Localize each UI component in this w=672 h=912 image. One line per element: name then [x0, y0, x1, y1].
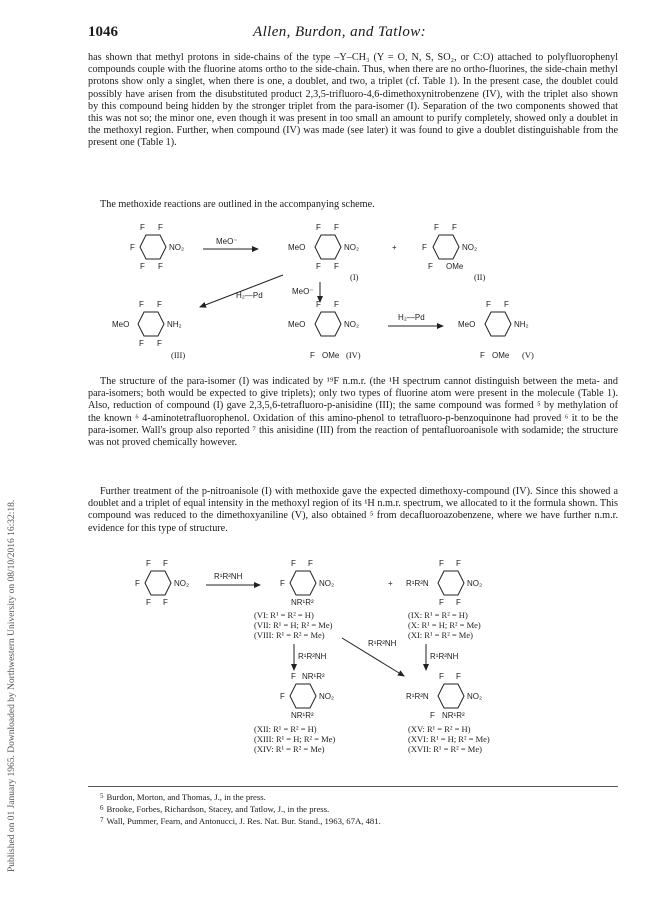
methoxide-scheme [88, 212, 618, 372]
reagent-methoxide: MeO⁻ [292, 287, 314, 296]
atom-ome: OMe [446, 262, 464, 271]
caption-xvii: (XVII: R¹ = R² = Me) [408, 744, 482, 754]
atom-no2: NO₂ [319, 579, 335, 588]
atom-f: F [163, 598, 168, 607]
footnotes [88, 786, 618, 827]
compound-label: (II) [474, 272, 486, 282]
atom-f: F [439, 559, 444, 568]
footnote [100, 815, 618, 827]
download-watermark [3, 40, 17, 872]
reagent-amine: R¹R²NH [214, 572, 243, 581]
atom-no2: NO₂ [462, 243, 478, 252]
atom-f: F [291, 559, 296, 568]
atom-f: F [456, 672, 461, 681]
atom-f: F [310, 351, 315, 360]
atom-meo: MeO [112, 320, 130, 329]
caption-x: (X: R¹ = H; R² = Me) [408, 620, 481, 630]
atom-f: F [439, 672, 444, 681]
atom-ome: OMe [322, 351, 340, 360]
atom-f: F [308, 559, 313, 568]
compound-label: (III) [171, 350, 186, 360]
atom-nr1r2: NR¹R² [302, 672, 325, 681]
footnote-mark: 7 [100, 816, 104, 824]
footnote-text: Burdon, Morton, and Thomas, J., in the press. [106, 792, 266, 802]
atom-f: F [139, 300, 144, 309]
caption-vi: (VI: R¹ = R² = H) [254, 610, 314, 620]
atom-f: F [456, 559, 461, 568]
atom-f: F [486, 300, 491, 309]
atom-f: F [280, 579, 285, 588]
atom-no2: NO₂ [174, 579, 190, 588]
atom-f: F [439, 598, 444, 607]
caption-xiii: (XIII: R¹ = H; R² = Me) [254, 734, 336, 744]
footnote-text: Brooke, Forbes, Richardson, Stacey, and Tatlow, J., in the press. [106, 804, 330, 814]
atom-f: F [140, 262, 145, 271]
atom-f: F [334, 300, 339, 309]
caption-xvi: (XVI: R¹ = H; R² = Me) [408, 734, 490, 744]
atom-nr1r2: NR¹R² [291, 598, 314, 607]
compound-label: (IV) [346, 350, 361, 360]
atom-no2: NO₂ [467, 579, 483, 588]
page-number: 1046 [88, 24, 118, 40]
atom-nr1r2: NR¹R² [291, 711, 314, 720]
reagent-amine: R¹R²NH [368, 639, 397, 648]
footnote [100, 791, 618, 803]
paragraph-4: Further treatment of the p-nitroanisole (I) with methoxide gave the expected dimethoxy-compound (IV). Since this showed a doublet and a triplet of equal intensity in the methoxyl region of its ¹H n.m.r. spectrum, we allocated to it the formula shown. This compound was reduced to the dimethoxyaniline (V), also obtained ⁵ from decafluoroazobenzene, where we have further n.m.r. evidence for this type of structure. [88, 486, 618, 534]
atom-f: F [139, 339, 144, 348]
running-title: Allen, Burdon, and Tatlow: [253, 24, 427, 40]
caption-xiv: (XIV: R¹ = R² = Me) [254, 744, 325, 754]
plus-sign: + [392, 243, 397, 252]
atom-f: F [422, 243, 427, 252]
atom-no2: NO₂ [319, 692, 335, 701]
watermark-text: Published on 01 January 1965. Downloaded by Northwestern University on 08/10/2016 16:32:18. [7, 499, 17, 872]
atom-f: F [146, 598, 151, 607]
page-header [88, 24, 616, 46]
atom-ome: OMe [492, 351, 510, 360]
caption-xv: (XV: R¹ = R² = H) [408, 724, 471, 734]
amination-scheme [88, 548, 618, 780]
atom-f: F [280, 692, 285, 701]
atom-f: F [316, 300, 321, 309]
reagent-hydrogenation: H₂—Pd [398, 313, 425, 322]
atom-no2: NO₂ [169, 243, 185, 252]
footnote-mark: 6 [100, 804, 104, 812]
plus-sign: + [388, 579, 393, 588]
paragraph-3: The structure of the para-isomer (I) was indicated by ¹⁹F n.m.r. (the ¹H spectrum cannot distinguish between the meta- and para-isomers; both would be expected to give triplets); only two types of fluorine atom were present in the molecule (Table 1). Also, reduction of compound (I) gave 2,3,5,6-tetrafluoro-p-anisidine (III); the same compound was formed ⁵ by methylation of the known ⁶ 4-aminotetrafluorophenol. Oxidation of this amino-phenol to tetrafluoro-p-benzoquinone had proved ⁶ it to be the para-isomer. Wall's group also reported ⁷ this anisidine (III) from the reaction of pentafluoroanisole with sodamide; the structure was not proved chemically however. [88, 376, 618, 449]
caption-xi: (XI: R¹ = R² = Me) [408, 630, 473, 640]
atom-f: F [456, 598, 461, 607]
caption-vii: (VII: R¹ = H; R² = Me) [254, 620, 333, 630]
atom-f: F [434, 223, 439, 232]
atom-f: F [334, 262, 339, 271]
atom-nh2: NH₂ [167, 320, 182, 329]
atom-r1r2n: R¹R²N [406, 692, 429, 701]
paragraph-1: has shown that methyl protons in side-chains of the type –Y–CH₃ (Y = O, N, S, SO₂, or C:O) attached to polyfluorophenyl compounds couple with the fluorine atoms ortho to the side-chain. Thus, when there are no ortho-fluorines, the side-chain methyl protons show only a singlet, when there is one, a doublet, and two, a triplet (cf. Table 1). In the present case, the doublet could possibly have arisen from the disubstituted product 2,3,5-trifluoro-4,6-dimethoxynitrobenzene (IV), with the triplet also shown by this compound being hidden by the stronger triplet from the para-isomer (I). Separation of the two components showed that this was not so; the minor one, even though it was present in too small an amount to purify completely, showed only a doublet in the methoxyl region. Further, when compound (IV) was made (see later) it was found to give a doublet distinguishable from the present one (Table 1). [88, 52, 618, 149]
compound-label: (I) [350, 272, 359, 282]
atom-meo: MeO [458, 320, 476, 329]
atom-f: F [158, 262, 163, 271]
paragraph-2: The methoxide reactions are outlined in the accompanying scheme. [100, 199, 375, 210]
reagent-amine: R¹R²NH [298, 652, 327, 661]
atom-f: F [316, 223, 321, 232]
caption-viii: (VIII: R¹ = R² = Me) [254, 630, 325, 640]
atom-f: F [452, 223, 457, 232]
atom-f: F [130, 243, 135, 252]
reagent-hydrogenation: H₂—Pd [236, 291, 263, 300]
atom-f: F [504, 300, 509, 309]
reagent-amine: R¹R²NH [430, 652, 459, 661]
footnote [100, 803, 618, 815]
atom-no2: NO₂ [467, 692, 483, 701]
atom-r1r2n: R¹R²N [406, 579, 429, 588]
atom-f: F [291, 672, 296, 681]
atom-nr1r2: NR¹R² [442, 711, 465, 720]
footnote-text: Wall, Pummer, Fearn, and Antonucci, J. Res. Nat. Bur. Stand., 1963, 67A, 481. [106, 816, 381, 826]
atom-no2: NO₂ [344, 320, 360, 329]
atom-f: F [157, 300, 162, 309]
caption-xii: (XII: R¹ = R² = H) [254, 724, 317, 734]
footnote-mark: 5 [100, 792, 104, 800]
reagent-methoxide: MeO⁻ [216, 237, 238, 246]
atom-f: F [157, 339, 162, 348]
atom-f: F [430, 711, 435, 720]
atom-f: F [428, 262, 433, 271]
atom-f: F [480, 351, 485, 360]
atom-f: F [140, 223, 145, 232]
atom-f: F [316, 262, 321, 271]
atom-f: F [135, 579, 140, 588]
atom-f: F [146, 559, 151, 568]
atom-no2: NO₂ [344, 243, 360, 252]
atom-meo: MeO [288, 320, 306, 329]
atom-nh2: NH₂ [514, 320, 529, 329]
caption-ix: (IX: R¹ = R² = H) [408, 610, 468, 620]
atom-meo: MeO [288, 243, 306, 252]
atom-f: F [334, 223, 339, 232]
atom-f: F [158, 223, 163, 232]
compound-label: (V) [522, 350, 534, 360]
atom-f: F [163, 559, 168, 568]
